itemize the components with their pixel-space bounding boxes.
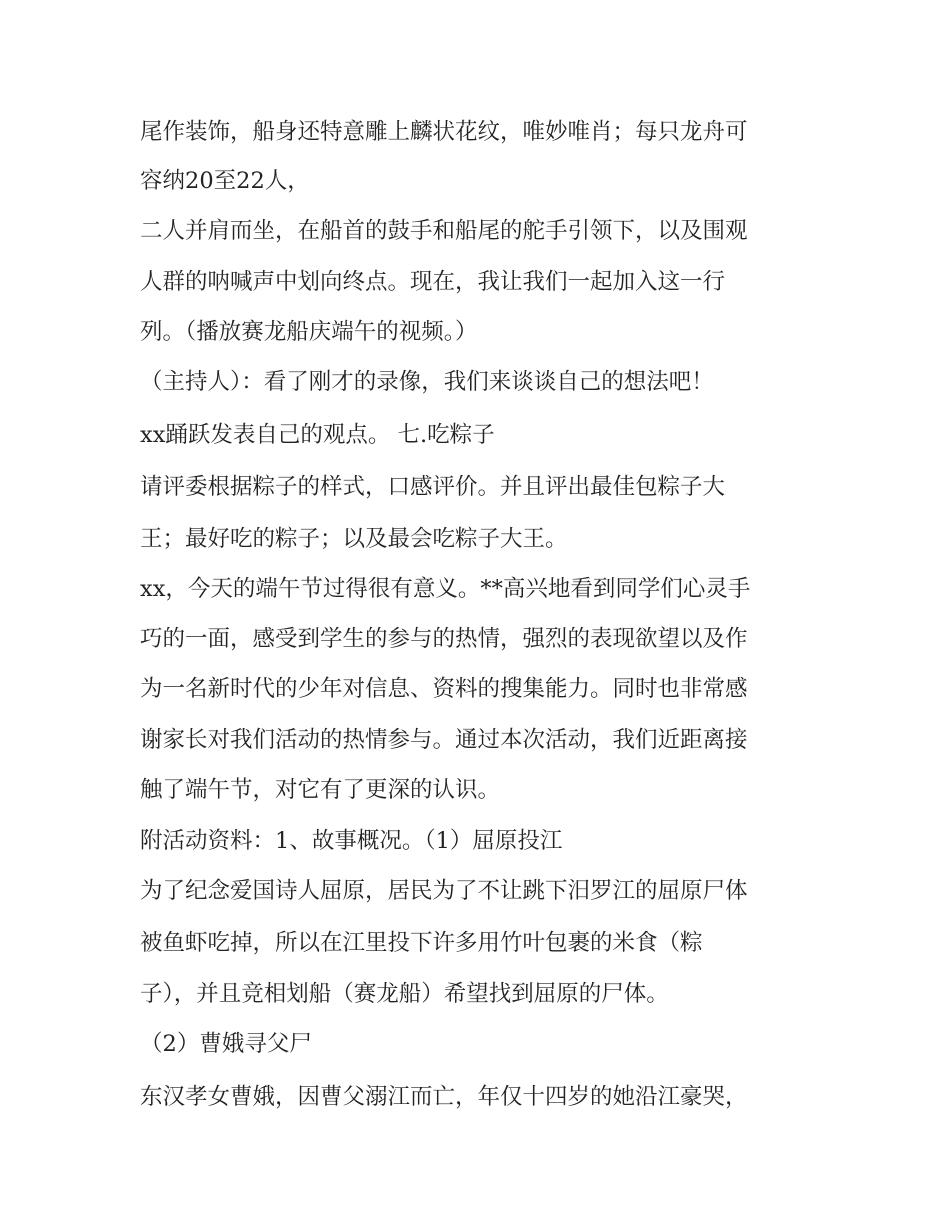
text-line: 尾作装饰，船身还特意雕上麟状花纹，唯妙唯肖；每只龙舟可 <box>140 119 748 145</box>
text-line: （2）曹娥寻父尸 <box>140 1031 312 1057</box>
text-line: 为了纪念爱国诗人屈原，居民为了不让跳下汨罗江的屈原尸体 <box>140 878 748 904</box>
text-line: 东汉孝女曹娥，因曹父溺江而亡，年仅十四岁的她沿江豪哭， <box>140 1084 748 1110</box>
text-line: xx，今天的端午节过得很有意义。**高兴地看到同学们心灵手 <box>140 576 751 602</box>
text-line: 王；最好吃的粽子；以及最会吃粽子大王。 <box>140 526 568 552</box>
text-line: 谢家长对我们活动的热情参与。通过本次活动，我们近距离接 <box>140 727 748 753</box>
text-line: 请评委根据粽子的样式，口感评价。并且评出最佳包粽子大 <box>140 474 726 500</box>
text-line: xx踊跃发表自己的观点。 七.吃粽子 <box>140 422 495 448</box>
text-line: 人群的呐喊声中划向终点。现在，我让我们一起加入这一行 <box>140 269 726 295</box>
text-line: 列。（播放赛龙船庆端午的视频。） <box>140 319 478 345</box>
text-line: 容纳20至22人， <box>140 168 310 194</box>
text-line: 附活动资料：1、故事概况。（1）屈原投江 <box>140 828 563 854</box>
text-line: 为一名新时代的少年对信息、资料的搜集能力。同时也非常感 <box>140 676 748 702</box>
text-line: 子），并且竞相划船（赛龙船）希望找到屈原的尸体。 <box>140 981 669 1007</box>
text-line: 被鱼虾吃掉，所以在江里投下许多用竹叶包裹的米食（粽 <box>140 930 703 956</box>
text-line: 巧的一面，感受到学生的参与的热情，强烈的表现欲望以及作 <box>140 626 748 652</box>
text-line: 二人并肩而坐，在船首的鼓手和船尾的舵手引领下，以及围观 <box>140 218 748 244</box>
text-line: （主持人）：看了刚才的录像，我们来谈谈自己的想法吧！ <box>140 369 714 395</box>
text-line: 触了端午节，对它有了更深的认识。 <box>140 777 501 803</box>
